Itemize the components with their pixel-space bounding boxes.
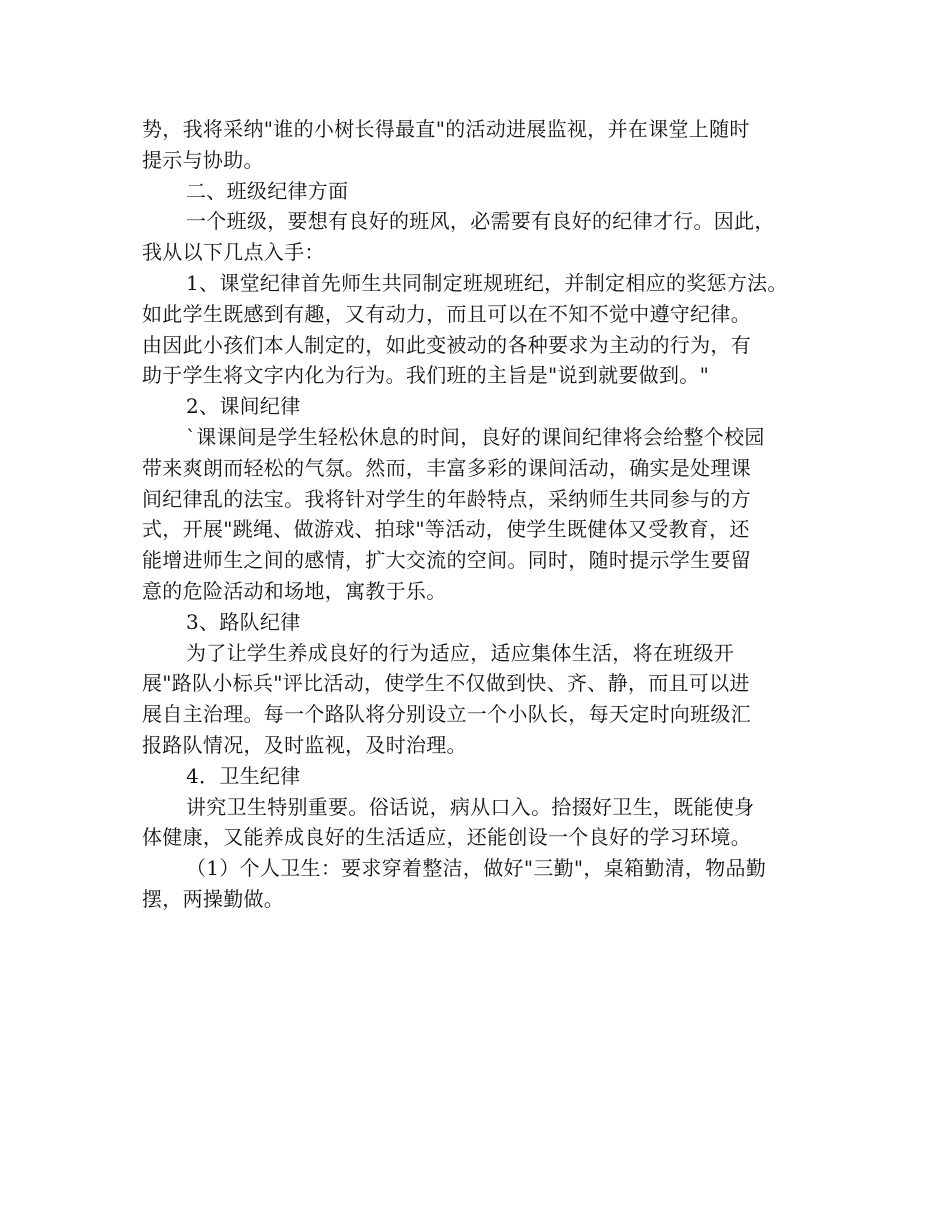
- text-line: 意的危险活动和场地，寓教于乐。: [142, 578, 447, 603]
- text-line: 间纪律乱的法宝。我将针对学生的年龄特点，采纳师生共同参与的方: [142, 486, 751, 511]
- text-line: 1、课堂纪律首先师生共同制定班规班纪，并制定相应的奖惩方法。: [186, 270, 788, 295]
- text-line: 摆，两操勤做。: [142, 886, 285, 911]
- document-body: [142, 114, 832, 915]
- text-line: 助于学生将文字内化为行为。我们班的主旨是"说到就要做到。": [142, 363, 710, 388]
- text-line: 讲究卫生特别重要。俗话说，病从口入。拾掇好卫生，既能使身: [186, 794, 755, 819]
- text-line: 报路队情况，及时监视，及时治理。: [142, 732, 467, 757]
- text-line: （1）个人卫生：要求穿着整洁，做好"三勤"，桌箱勤清，物品勤: [186, 856, 767, 881]
- text-line: 带来爽朗而轻松的气氛。然而，丰富多彩的课间活动，确实是处理课: [142, 455, 751, 480]
- text-line: 3、路队纪律: [186, 609, 301, 634]
- text-line: 4．卫生纪律: [186, 763, 301, 788]
- text-line: 体健康，又能养成良好的生活适应，还能创设一个良好的学习环境。: [142, 825, 751, 850]
- text-line: 提示与协助。: [142, 147, 264, 172]
- text-line: 能增进师生之间的感情，扩大交流的空间。同时，随时提示学生要留: [142, 548, 751, 573]
- text-line: 我从以下几点入手：: [142, 240, 325, 265]
- text-line: 展自主治理。每一个路队将分别设立一个小队长，每天定时向班级汇: [142, 702, 751, 727]
- text-line: `课课间是学生轻松休息的时间，良好的课间纪律将会给整个校园: [186, 424, 765, 449]
- text-line: 如此学生既感到有趣，又有动力，而且可以在不知不觉中遵守纪律。: [142, 301, 751, 326]
- text-line: 二、班级纪律方面: [186, 178, 349, 203]
- text-line: 为了让学生养成良好的行为适应，适应集体生活，将在班级开: [186, 640, 735, 665]
- text-line: 展"路队小标兵"评比活动，使学生不仅做到快、齐、静，而且可以进: [142, 671, 750, 696]
- text-line: 式，开展"跳绳、做游戏、拍球"等活动，使学生既健体又受教育，还: [142, 517, 750, 542]
- text-line: 势，我将采纳"谁的小树长得最直"的活动进展监视，并在课堂上随时: [142, 117, 750, 141]
- text-line: 2、课间纪律: [186, 394, 301, 419]
- text-line: 由因此小孩们本人制定的，如此变被动的各种要求为主动的行为，有: [142, 332, 751, 357]
- text-line: 一个班级，要想有良好的班风，必需要有良好的纪律才行。因此，: [186, 209, 775, 234]
